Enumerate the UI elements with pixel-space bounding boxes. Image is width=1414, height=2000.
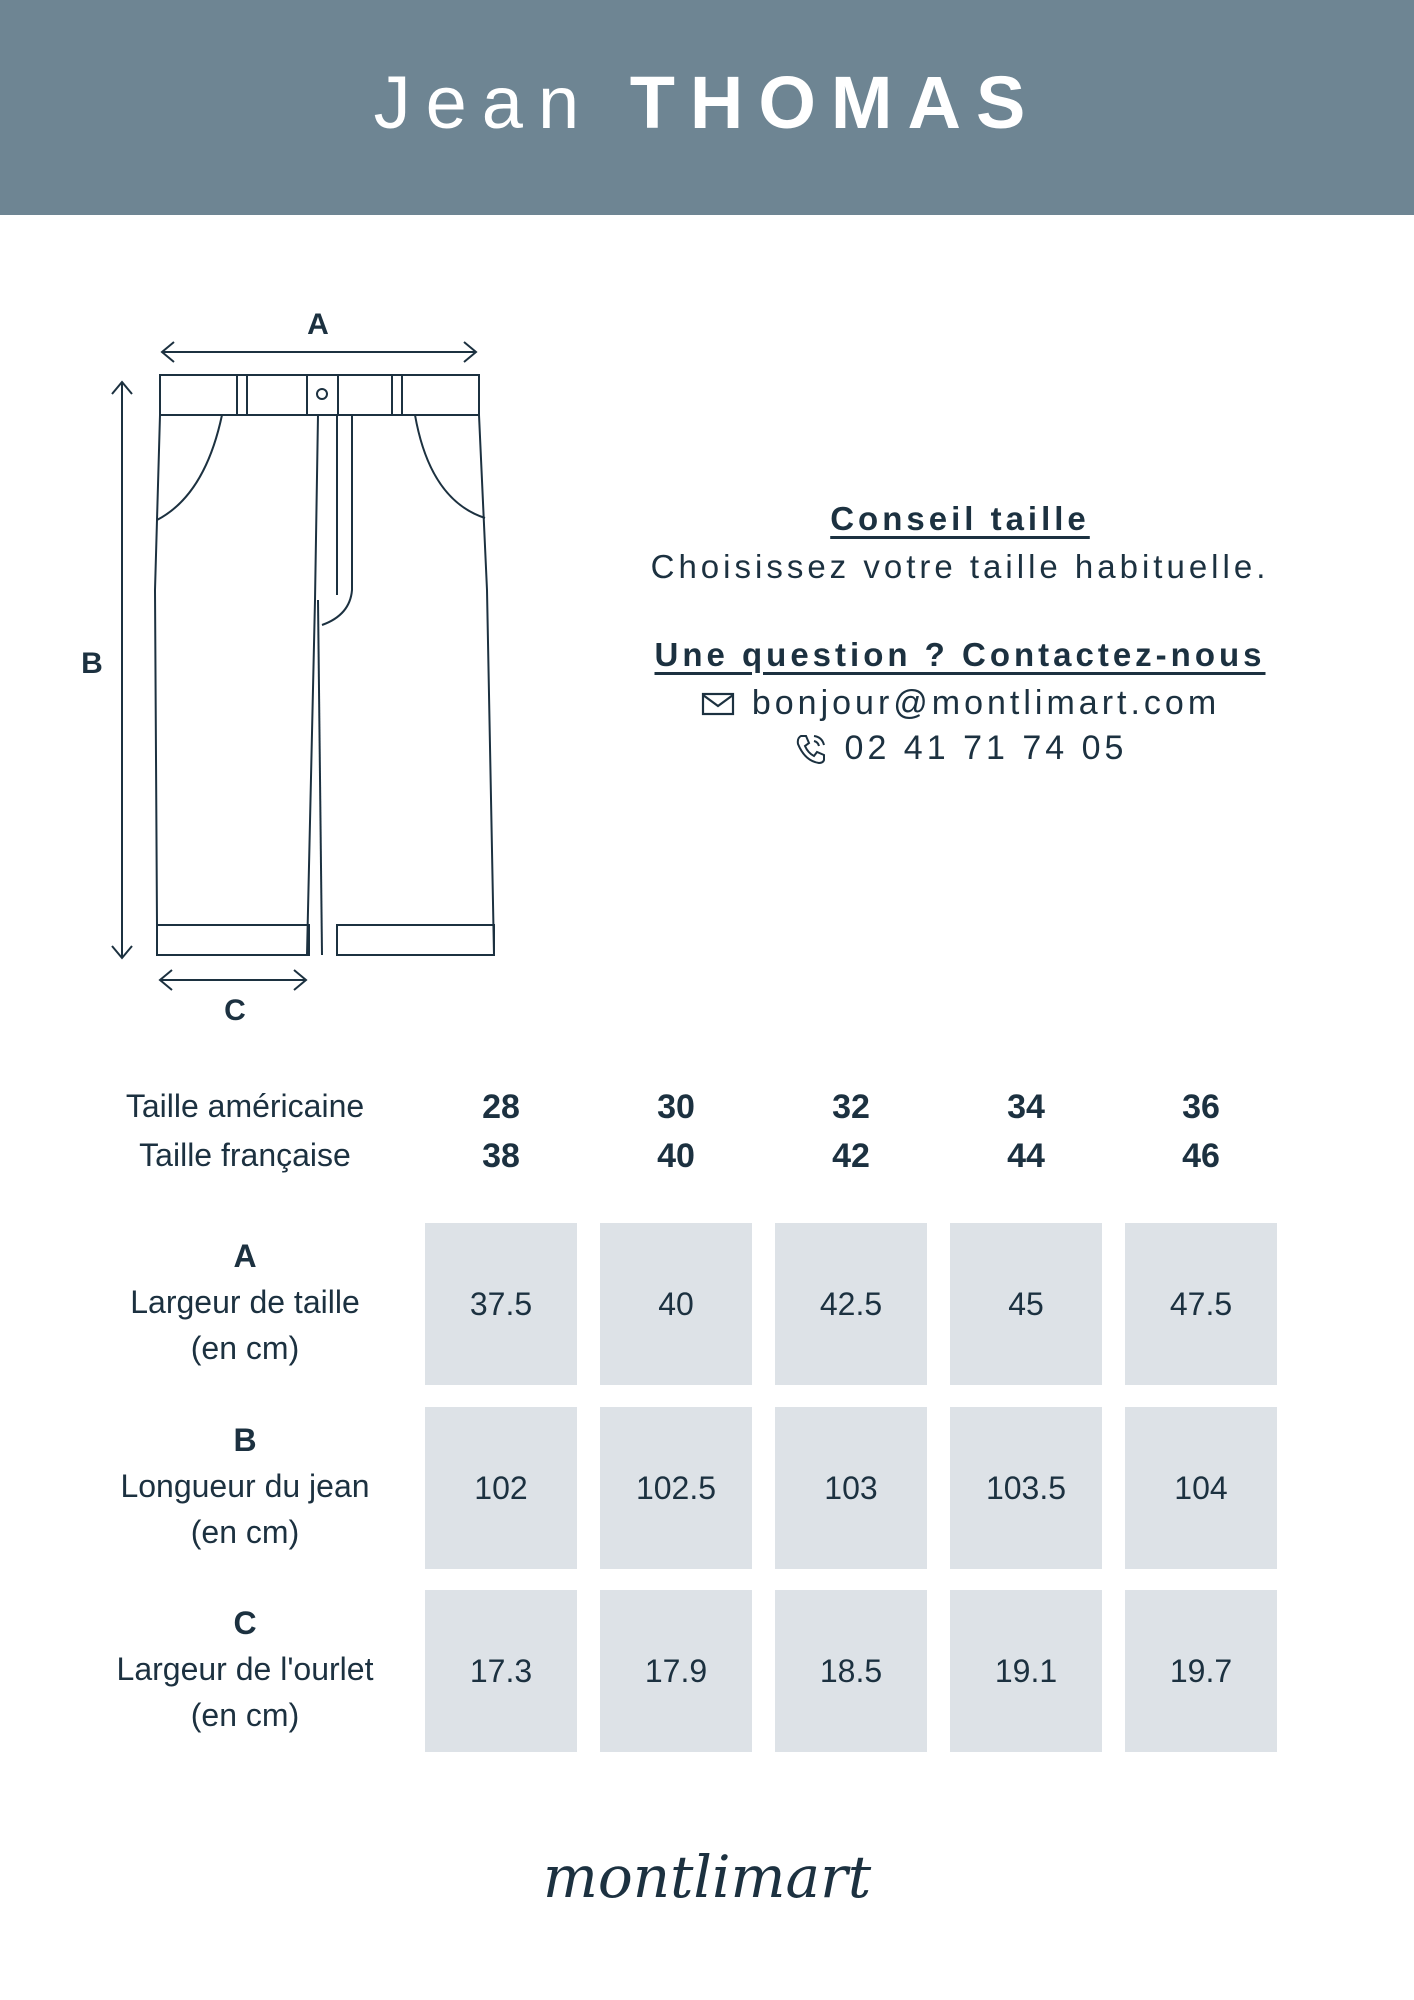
phone-icon: [793, 731, 829, 767]
advice-heading: Conseil taille: [830, 500, 1090, 537]
us-size: 34: [1007, 1088, 1045, 1126]
header-banner: [0, 0, 1414, 215]
measurement-row-b: [0, 1407, 1414, 1569]
title-bold: THOMAS: [629, 61, 1041, 144]
measurement-row-c: [0, 1590, 1414, 1752]
table-cell: 18.5: [775, 1590, 927, 1752]
measurement-letter: B: [233, 1422, 257, 1458]
table-cell: 102.5: [600, 1407, 752, 1569]
montlimart-logo: [537, 1835, 877, 1925]
dim-label-b: B: [81, 647, 103, 680]
us-size: 32: [832, 1088, 870, 1126]
table-cell: 17.9: [600, 1590, 752, 1752]
phone-number[interactable]: 02 41 71 74 05: [844, 729, 1128, 767]
measurement-letter: A: [233, 1238, 257, 1274]
fr-size: 44: [1007, 1137, 1045, 1175]
brand-logo: [0, 1835, 1414, 1930]
measurement-label: [80, 1233, 410, 1371]
measurement-unit: (en cm): [190, 1697, 300, 1733]
table-cell: 19.1: [950, 1590, 1102, 1752]
measurement-name: Longueur du jean: [120, 1468, 370, 1504]
table-cell: 104: [1125, 1407, 1277, 1569]
fr-size: 40: [657, 1137, 695, 1175]
measurement-unit: (en cm): [190, 1330, 300, 1366]
phone-line[interactable]: [600, 729, 1320, 768]
table-cell: 37.5: [425, 1223, 577, 1385]
table-cell: 42.5: [775, 1223, 927, 1385]
fr-size-label: Taille française: [139, 1137, 351, 1173]
jeans-diagram: [0, 290, 560, 1050]
fr-size: 38: [482, 1137, 520, 1175]
email-line[interactable]: [600, 684, 1320, 723]
info-block: [600, 500, 1320, 768]
envelope-icon: [700, 686, 736, 722]
table-cell: 102: [425, 1407, 577, 1569]
contact-heading: Une question ? Contactez-nous: [654, 636, 1266, 673]
measurement-name: Largeur de l'ourlet: [116, 1651, 374, 1687]
jeans-drawing: [0, 290, 560, 1050]
table-cell: 17.3: [425, 1590, 577, 1752]
advice-text: Choisissez votre taille habituelle.: [650, 548, 1270, 585]
measurement-letter: C: [233, 1605, 257, 1641]
dim-label-a: A: [307, 308, 329, 341]
fr-size: 46: [1182, 1137, 1220, 1175]
fr-size-row: [0, 1137, 1414, 1185]
table-cell: 45: [950, 1223, 1102, 1385]
measurement-label: [80, 1600, 410, 1738]
us-size: 28: [482, 1088, 520, 1126]
table-cell: 40: [600, 1223, 752, 1385]
us-size-row: [0, 1088, 1414, 1136]
email-address[interactable]: bonjour@montlimart.com: [751, 684, 1221, 722]
title-light: Jean: [373, 61, 595, 144]
table-cell: 103: [775, 1407, 927, 1569]
table-cell: 103.5: [950, 1407, 1102, 1569]
page-title: [0, 60, 1414, 145]
logo-text: montlimart: [542, 1843, 872, 1911]
measurement-row-a: [0, 1223, 1414, 1385]
us-size-label: Taille américaine: [125, 1088, 365, 1124]
dim-label-c: C: [224, 994, 246, 1027]
us-size: 30: [657, 1088, 695, 1126]
table-cell: 19.7: [1125, 1590, 1277, 1752]
table-cell: 47.5: [1125, 1223, 1277, 1385]
measurement-unit: (en cm): [190, 1514, 300, 1550]
fr-size: 42: [832, 1137, 870, 1175]
us-size: 36: [1182, 1088, 1220, 1126]
measurement-label: [80, 1417, 410, 1555]
measurement-name: Largeur de taille: [130, 1284, 360, 1320]
